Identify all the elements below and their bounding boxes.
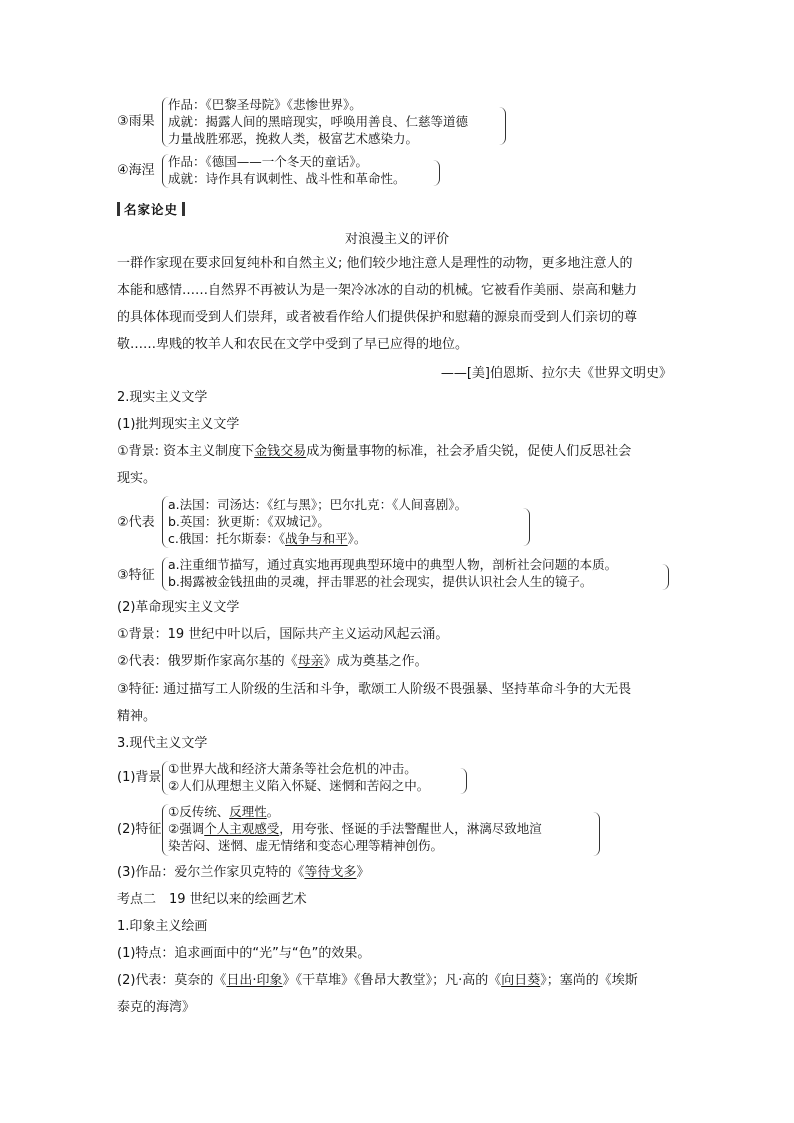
famous-line-2: 本能和感情……自然界不再被认为是一架冷冰冰的自动的机械。它被看作美丽、崇高和魅力 [117,283,638,298]
rep-mid-1: 》《干草堆》《鲁昂大教堂》；凡·高的《 [282,973,502,988]
mf1-prefix: ①反传统、 [168,804,230,819]
revolution-feat-2: 精神。 [117,709,157,724]
rep-brace-right [523,508,530,546]
mf1-suffix: 。 [266,804,280,819]
rep-russia [168,530,366,547]
realism-heading: 2.现实主义文学 [117,390,208,405]
mf2-prefix: ②强调 [168,821,205,836]
revolution-feat-1: ③特征: 通过描写工人阶级的生活和斗争，歌颂工人阶级不畏强暴、坚持革命斗争的大无畏 [117,682,632,697]
revolution-background: ①背景：19 世纪中叶以后，国际共产主义运动风起云涌。 [117,627,449,642]
heine-works: 作品：《德国——一个冬天的童话》。 [168,154,369,169]
modern-works [117,864,369,882]
heine-achieve: 成就：诗作具有讽刺性、战斗性和革命性。 [168,171,406,186]
modern-bg-2: ②人们从理想主义陷入怀疑、迷惘和苦闷之中。 [168,778,430,793]
famous-line-3: 的具体体现而受到人们崇拜，或者被看作给人们提供保护和慰藉的源泉而受到人们亲切的尊 [117,310,638,325]
bg-suffix: 成为衡量事物的标准，社会矛盾尖锐，促使人们反思社会 [306,444,632,459]
modern-bg-brace-right [460,768,467,794]
heine-label: ④海涅 [117,163,155,178]
rev-rep-underlined: 母亲 [297,654,324,669]
rep-prefix: (2)代表：莫奈的《 [117,973,227,988]
famous-tag [117,200,185,218]
impressionism-rep-cont: 泰克的海湾》 [117,1000,196,1015]
mf2-underlined: 个人主观感受 [204,821,280,836]
painting-heading: 考点二 19 世纪以来的绘画艺术 [117,892,307,907]
modern-feat-brace-right [593,812,600,856]
hugo-achieve-1: 成就：揭露人间的黑暗现实，呼唤用善良、仁慈等道德 [168,114,469,129]
hugo-brace-right [499,107,506,145]
rep-c-prefix: c.俄国：托尔斯泰：《 [168,531,286,546]
rep-england: b.英国：狄更斯：《双城记》。 [168,514,330,529]
feat-a: a.注重细节描写，通过真实地再现典型环境中的典型人物，剖析社会问题的本质。 [168,557,618,572]
famous-tag-text: 名家论史 [124,202,179,217]
critical-heading: (1)批判现实主义文学 [117,417,240,432]
rep-c-suffix: 》。 [347,531,367,546]
modern-feat-3: 染苦闷、迷惘、虚无情绪和变态心理等精神创伤。 [168,838,444,853]
tag-bar-icon [117,202,120,216]
modern-bg-label: (1)背景 [117,770,162,785]
famous-line-4: 敬……卑贱的牧羊人和农民在文学中受到了早已应得的地位。 [117,337,469,352]
realism-rep-label: ②代表 [117,515,155,530]
feat-b: b.揭露被金钱扭曲的灵魂，抨击罪恶的社会现实，提供认识社会人生的镜子。 [168,574,593,589]
tag-bar-icon [182,202,185,216]
impressionism-feature: (1)特点：追求画面中的“光”与“色”的效果。 [117,946,371,961]
modern-feat-2 [168,820,542,837]
bg-prefix: ①背景: 资本主义制度下 [117,444,255,459]
hugo-label: ③雨果 [117,114,155,129]
famous-title: 对浪漫主义的评价 [344,232,449,247]
hugo-works: 作品：《巴黎圣母院》《悲惨世界》。 [168,97,362,112]
heine-brace-right [433,160,440,186]
modern-bg-1: ①世界大战和经济大萧条等社会危机的冲击。 [168,761,417,776]
mf1-underlined: 反理性 [229,804,267,819]
hugo-achieve-2: 力量战胜邪恶，挽救人类，极富艺术感染力。 [168,131,419,146]
modern-heading: 3.现代主义文学 [117,736,208,751]
rev-rep-suffix: 》成为奠基之作。 [323,654,428,669]
revolution-rep [117,653,428,671]
famous-paragraph [117,250,677,358]
rep-c-underlined: 战争与和平 [285,531,348,546]
modern-feat-1 [168,803,279,820]
works-underlined: 等待戈多 [304,865,357,880]
rev-rep-prefix: ②代表：俄罗斯作家高尔基的《 [117,654,298,669]
works-prefix: (3)作品：爱尔兰作家贝克特的《 [117,865,305,880]
rep-underlined-1: 日出·印象 [226,973,283,988]
critical-background [117,443,631,461]
revolution-heading: (2)革命现实主义文学 [117,600,240,615]
bg-underlined: 金钱交易 [254,444,307,459]
rep-france: a.法国：司汤达：《红与黑》；巴尔扎克：《人间喜剧》。 [168,497,468,512]
rep-mid-2: 》；塞尚的《埃斯 [540,973,638,988]
famous-line-1: 一群作家现在要求回复纯朴和自然主义; 他们较少地注意人是理性的动物，更多地注意人的 [117,256,633,271]
feat-brace-right [662,564,669,590]
modern-feat-label: (2)特征 [117,822,162,837]
rep-underlined-2: 向日葵 [501,973,541,988]
impressionism-rep [117,972,638,990]
famous-source: ——[美]伯恩斯、拉尔夫《世界文明史》 [440,366,672,381]
mf2-suffix: ，用夸张、怪诞的手法警醒世人，淋漓尽致地渲 [279,821,542,836]
realism-feat-label: ③特征 [117,568,155,583]
impressionism-heading: 1.印象主义绘画 [117,919,208,934]
works-suffix: 》 [356,865,370,880]
critical-background-cont: 现实。 [117,471,157,486]
